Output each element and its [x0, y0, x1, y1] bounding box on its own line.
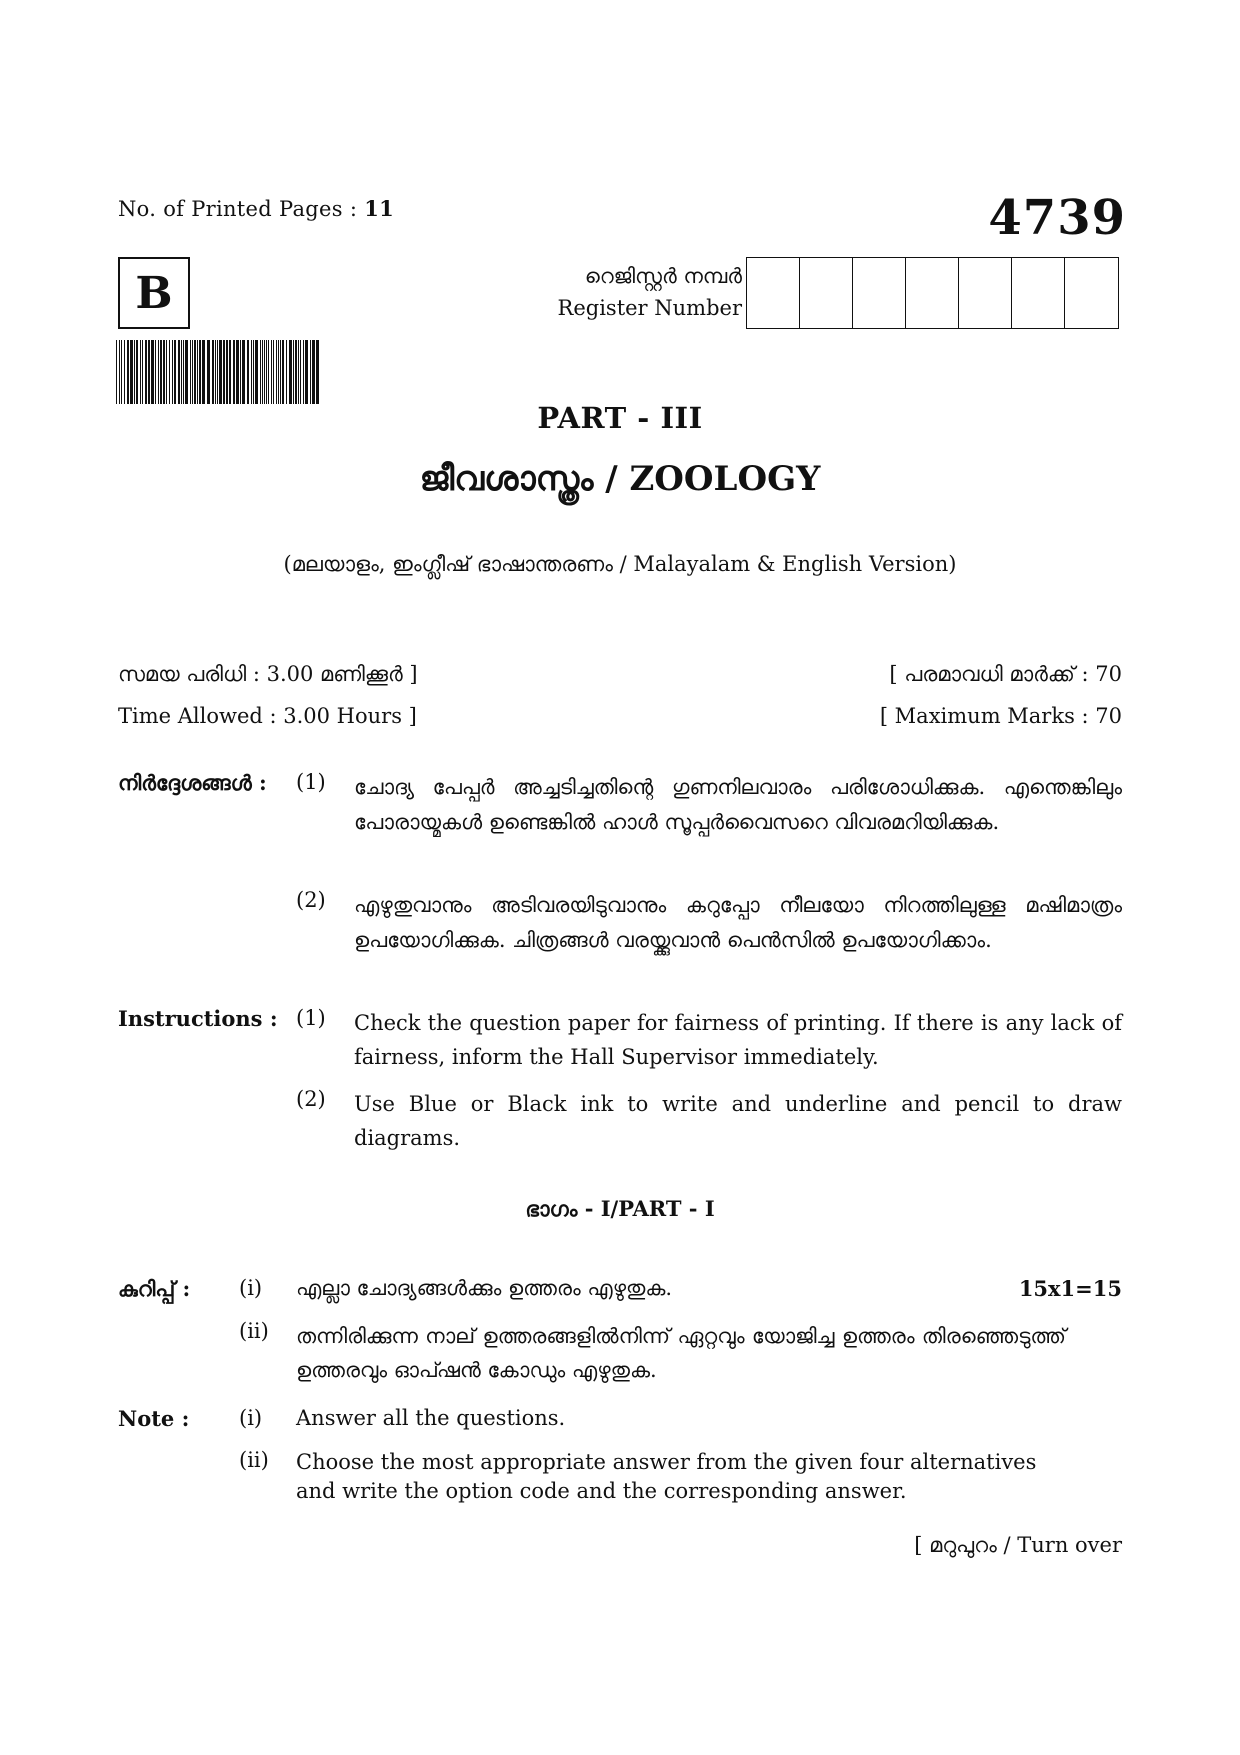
- instruction-ml-num-2: (2): [296, 888, 326, 912]
- barcode-bar: [219, 340, 222, 404]
- barcode-bar: [264, 340, 265, 404]
- barcode-bar: [190, 340, 191, 404]
- note-en-label: Note :: [118, 1406, 190, 1431]
- printed-pages-line: [118, 196, 394, 221]
- barcode-image: [116, 340, 320, 404]
- turn-over-note: [ മറുപുറം / Turn over: [914, 1533, 1122, 1557]
- series-box: [118, 257, 190, 329]
- part1-heading: ഭാഗം - I/PART - I: [525, 1196, 715, 1221]
- note-ml-num-2: (ii): [239, 1319, 269, 1343]
- barcode-bar: [142, 340, 143, 404]
- note-en-text-1: Answer all the questions.: [296, 1406, 566, 1430]
- barcode-bar: [247, 340, 249, 404]
- note-ml: [118, 1276, 1122, 1382]
- note-ml-text-1: എല്ലാ ചോദ്യങ്ങൾക്കും ഉത്തരം എഴുതുക.: [296, 1276, 673, 1300]
- instruction-ml-text-1: ചോദ്യ പേപ്പർ അച്ചടിച്ചതിന്റെ ഗുണനിലവാരം പരിശോധിക്കുക. എന്തെങ്കിലും പോരായ്മകൾ ഉണ്ടെങ്കിൽ ഹാൾ സൂപ്പർവൈസറെ വിവരമറിയിക്കുക.: [354, 775, 1122, 834]
- barcode-bar: [148, 340, 150, 404]
- barcode-bar: [305, 340, 308, 404]
- barcode-bar: [298, 340, 299, 404]
- register-box-5[interactable]: [959, 258, 1012, 328]
- instruction-en-text-1: Check the question paper for fairness of printing. If there is any lack of fairness, inform the Hall Supervisor immediately.: [354, 1011, 1122, 1069]
- barcode-bar: [212, 340, 214, 404]
- barcode-bar: [178, 340, 180, 404]
- time-allowed-en: Time Allowed : 3.00 Hours ]: [118, 704, 417, 728]
- series-letter: B: [135, 267, 173, 319]
- register-box-2[interactable]: [800, 258, 853, 328]
- barcode-bar: [116, 340, 117, 404]
- printed-pages-label: No. of Printed Pages :: [118, 197, 358, 221]
- barcode-bar: [312, 340, 315, 404]
- instructions-ml: [118, 770, 1122, 970]
- note-en: [118, 1406, 1122, 1516]
- register-box-6[interactable]: [1012, 258, 1065, 328]
- version-line: (മലയാളം, ഇംഗ്ലീഷ് ഭാഷാന്തരണം / Malayalam & English Version): [283, 552, 957, 576]
- barcode-bar: [242, 340, 245, 404]
- barcode-bar: [310, 340, 311, 404]
- barcode-bar: [240, 340, 241, 404]
- barcode-bar: [226, 340, 228, 404]
- instruction-en-num-2: (2): [296, 1087, 326, 1111]
- barcode-bar: [293, 340, 294, 404]
- barcode-bar: [266, 340, 267, 404]
- barcode-bar: [124, 340, 125, 404]
- barcode-bar: [183, 340, 184, 404]
- barcode-bar: [207, 340, 210, 404]
- note-ml-text-2: തന്നിരിക്കുന്ന നാല് ഉത്തരങ്ങളിൽനിന്ന് ഏറ്റവും യോജിച്ച ഉത്തരം തിരഞ്ഞെടുത്ത് ഉത്തരവും ഓപ്ഷൻ കോഡും എഴുതുക.: [296, 1324, 1066, 1382]
- barcode-bar: [169, 340, 170, 404]
- barcode-bar: [163, 340, 165, 404]
- barcode-bar: [194, 340, 196, 404]
- barcode-bar: [136, 340, 138, 404]
- time-allowed-ml: സമയ പരിധി : 3.00 മണിക്കൂർ ]: [118, 662, 418, 686]
- barcode-bar: [119, 340, 120, 404]
- barcode-bar: [140, 340, 141, 404]
- subject-title: ജീവശാസ്ത്രം / ZOOLOGY: [419, 459, 821, 499]
- instructions-en-label: Instructions :: [118, 1006, 278, 1031]
- max-marks-en: [ Maximum Marks : 70: [879, 704, 1122, 728]
- barcode-bar: [273, 340, 274, 404]
- barcode-bar: [268, 340, 269, 404]
- barcode-bar: [282, 340, 284, 404]
- barcode-bar: [316, 340, 319, 404]
- barcode-bar: [174, 340, 176, 404]
- register-label-en: Register Number: [557, 296, 742, 320]
- barcode-bar: [278, 340, 279, 404]
- paper-code: 4739: [988, 190, 1126, 246]
- instructions-ml-label: നിർദ്ദേശങ്ങൾ :: [118, 770, 267, 795]
- barcode-bar: [197, 340, 198, 404]
- barcode-bar: [185, 340, 188, 404]
- register-number-grid: [746, 257, 1119, 329]
- register-box-1[interactable]: [747, 258, 800, 328]
- barcode-bar: [300, 340, 301, 404]
- barcode-bar: [262, 340, 263, 404]
- barcode-bar: [229, 340, 231, 404]
- note-en-num-2: (ii): [239, 1448, 269, 1472]
- instruction-ml-num-1: (1): [296, 770, 326, 794]
- part-heading: PART - III: [537, 401, 703, 435]
- barcode-bar: [160, 340, 162, 404]
- barcode-bar: [155, 340, 156, 404]
- barcode-bar: [202, 340, 205, 404]
- barcode-bar: [121, 340, 122, 404]
- barcode-bar: [236, 340, 239, 404]
- barcode-bar: [253, 340, 254, 404]
- barcode-bar: [286, 340, 287, 404]
- barcode-bar: [199, 340, 201, 404]
- instructions-en: [118, 1006, 1122, 1156]
- barcode-bar: [280, 340, 281, 404]
- register-box-4[interactable]: [906, 258, 959, 328]
- printed-pages-value: 11: [364, 196, 395, 221]
- barcode-bar: [151, 340, 154, 404]
- barcode-bar: [255, 340, 258, 404]
- note-en-num-1: (i): [239, 1406, 263, 1430]
- barcode-bar: [271, 340, 272, 404]
- barcode-bar: [130, 340, 133, 404]
- barcode-bar: [303, 340, 304, 404]
- instruction-en-num-1: (1): [296, 1006, 326, 1030]
- barcode-bar: [158, 340, 159, 404]
- barcode-bar: [276, 340, 277, 404]
- register-box-3[interactable]: [853, 258, 906, 328]
- barcode-bar: [192, 340, 193, 404]
- note-en-text-2: Choose the most appropriate answer from the given four alternatives and write the option code and the corresponding answer.: [296, 1450, 1037, 1503]
- instruction-en-text-2: Use Blue or Black ink to write and underline and pencil to draw diagrams.: [354, 1092, 1122, 1150]
- barcode-bar: [166, 340, 167, 404]
- barcode-bar: [295, 340, 297, 404]
- register-number-labels: [520, 260, 742, 324]
- barcode-bar: [145, 340, 147, 404]
- time-marks-row-ml: [118, 662, 1122, 687]
- note-ml-label: കുറിപ്പ് :: [118, 1276, 191, 1301]
- barcode-bar: [134, 340, 135, 404]
- barcode-bar: [127, 340, 129, 404]
- note-ml-num-1: (i): [239, 1276, 263, 1300]
- barcode-bar: [289, 340, 292, 404]
- register-label-ml: റെജിസ്റ്റർ നമ്പർ: [584, 264, 742, 288]
- barcode-bar: [181, 340, 182, 404]
- register-box-7[interactable]: [1065, 258, 1118, 328]
- barcode-bar: [233, 340, 235, 404]
- barcode-bar: [215, 340, 216, 404]
- time-marks-row-en: [118, 704, 1122, 728]
- barcode-bar: [260, 340, 261, 404]
- part1-marks: 15x1=15: [1018, 1276, 1122, 1301]
- barcode-bar: [172, 340, 173, 404]
- barcode-bar: [217, 340, 218, 404]
- barcode-bar: [223, 340, 225, 404]
- max-marks-ml: [ പരമാവധി മാർക്ക് : 70: [889, 662, 1122, 686]
- barcode-bar: [251, 340, 252, 404]
- instruction-ml-text-2: എഴുതുവാനും അടിവരയിടുവാനും കറുപ്പോ നീലയോ നിറത്തിലുള്ള മഷിമാത്രം ഉപയോഗിക്കുക. ചിത്രങ്ങൾ വരയ്ക്കുവാൻ പെൻസിൽ ഉപയോഗിക്കാം.: [354, 893, 1122, 952]
